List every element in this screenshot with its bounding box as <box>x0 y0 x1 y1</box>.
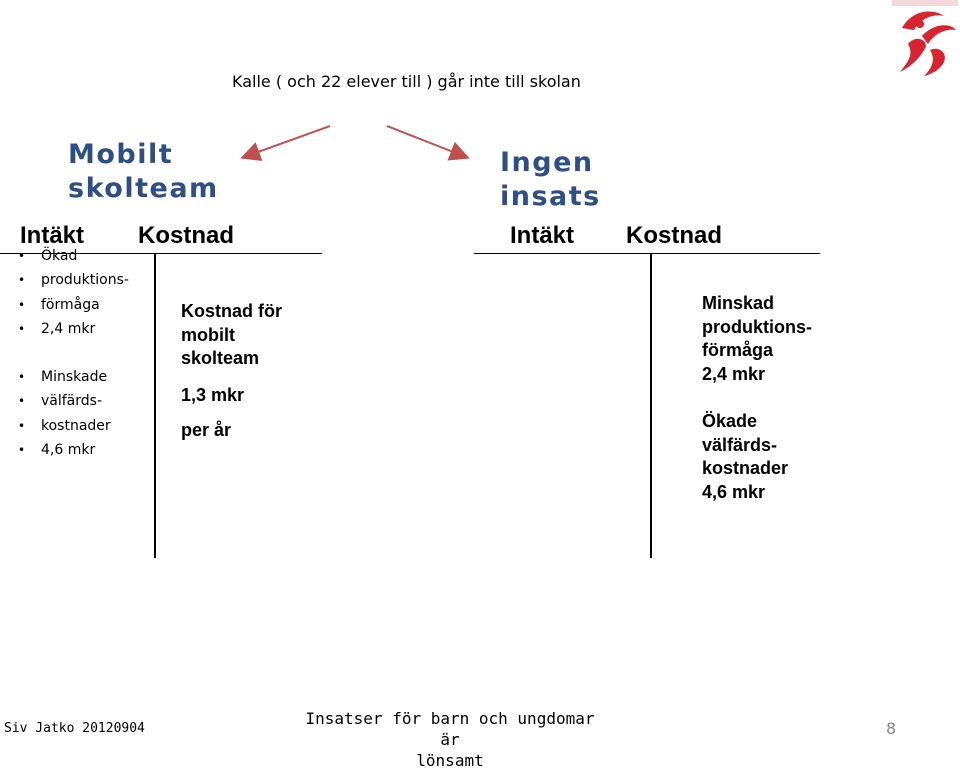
left-income-label: Intäkt <box>20 222 85 249</box>
arrow-right <box>387 126 466 157</box>
left-heading <box>68 138 219 206</box>
logo <box>892 0 958 78</box>
right-t-vertical-line <box>650 253 652 558</box>
right-heading-line1: Ingen <box>500 147 594 178</box>
right-cost-line: välfärds- <box>702 434 778 455</box>
left-heading-line1: Mobilt <box>68 139 174 170</box>
left-heading-line2: skolteam <box>68 173 219 204</box>
right-cost-line: Ökade <box>702 411 758 431</box>
right-cost-line: förmåga <box>702 340 774 360</box>
right-heading-line2: insats <box>500 181 601 212</box>
left-income-list <box>18 244 129 462</box>
list-item: • välfärds- <box>18 389 129 413</box>
list-item: • produktions- <box>18 268 129 292</box>
right-cost-line: Minskad <box>702 293 775 313</box>
list-item: • Ökad <box>18 244 129 268</box>
right-cost-label: Kostnad <box>626 222 722 249</box>
page-number: 8 <box>886 719 897 738</box>
arrow-left <box>244 126 330 157</box>
left-cost-line: skolteam <box>181 348 260 368</box>
left-cost-description <box>181 300 282 371</box>
right-cost-description <box>702 292 812 504</box>
list-item: • 2,4 mkr <box>18 317 129 341</box>
list-item: • 4,6 mkr <box>18 438 129 462</box>
right-cost-line: kostnader <box>702 458 789 478</box>
right-cost-line: 4,6 mkr <box>702 481 766 502</box>
left-cost-line: Kostnad för <box>181 301 282 321</box>
left-cost-label: Kostnad <box>138 222 234 249</box>
right-income-label: Intäkt <box>510 222 575 249</box>
left-t-vertical-line <box>154 253 156 558</box>
footer-center-text <box>300 708 600 771</box>
list-item: • Minskade <box>18 365 129 389</box>
footer-author: Siv Jatko 20120904 <box>4 721 145 736</box>
slide-title: Kalle ( och 22 elever till ) går inte till skolan <box>232 72 581 91</box>
right-cost-line: 2,4 mkr <box>702 363 766 384</box>
right-cost-line: produktions- <box>702 316 812 337</box>
left-cost-amount: 1,3 mkr <box>181 385 245 405</box>
red-swirl-logo-icon <box>892 0 958 78</box>
list-item: • kostnader <box>18 414 129 438</box>
diagram-arrows <box>230 120 480 170</box>
footer-center-line1: Insatser för barn och ungdomar är <box>305 709 595 749</box>
list-item: • förmåga <box>18 293 129 317</box>
footer-center-line2: lönsamt <box>416 751 484 770</box>
right-heading <box>500 146 601 214</box>
right-t-horizontal-line <box>474 253 820 254</box>
left-cost-line: mobilt <box>181 324 235 345</box>
left-cost-period: per år <box>181 420 232 440</box>
